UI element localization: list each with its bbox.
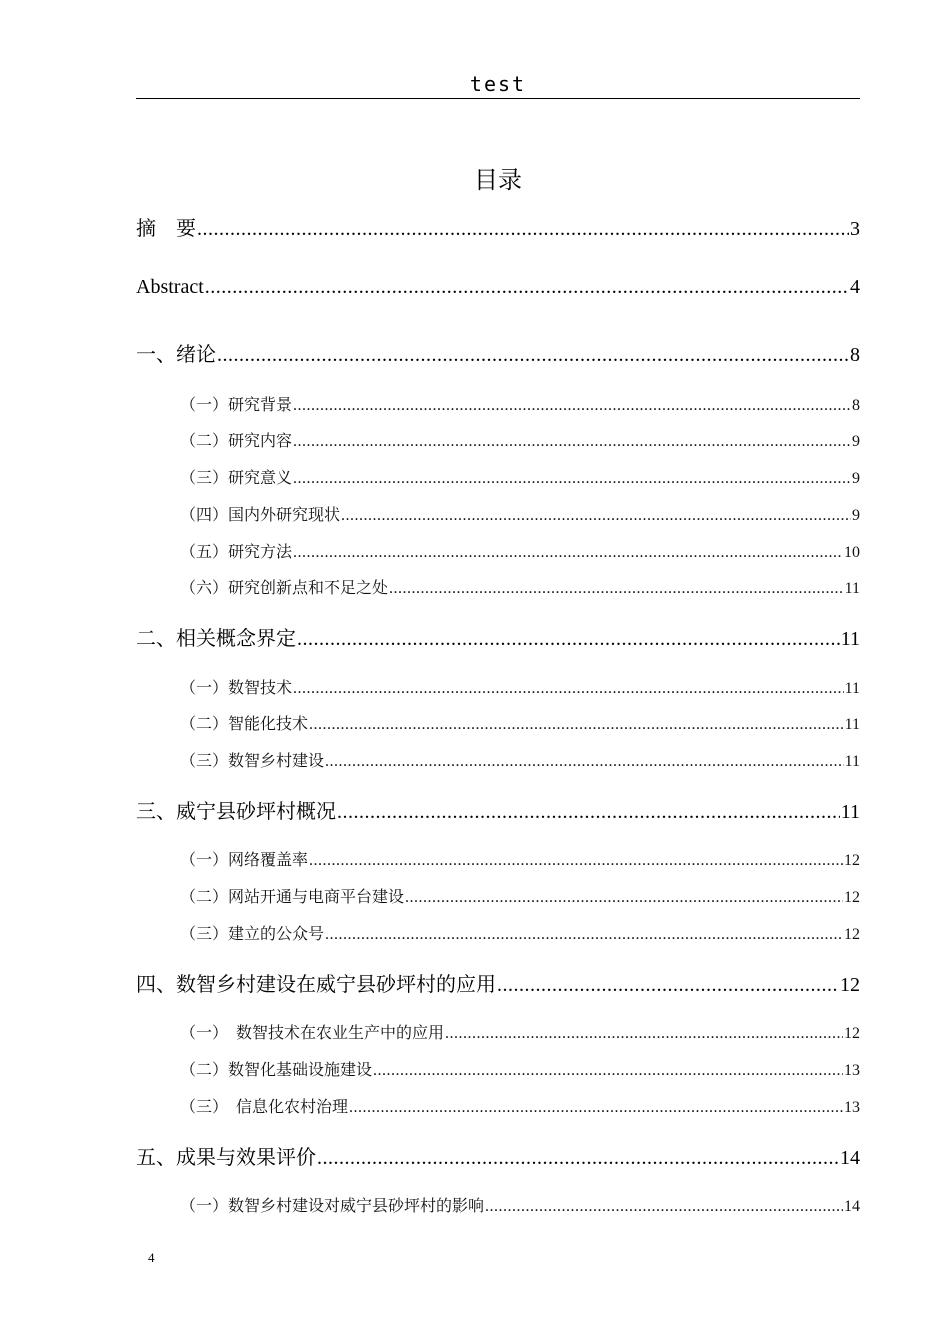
toc-entry[interactable] [180, 884, 860, 907]
toc-entry-label: （二）研究内容 [180, 431, 293, 450]
toc-leader-dots [293, 397, 851, 415]
toc-leader-dots [373, 1062, 843, 1080]
toc-entry-label: （二）网站开通与电商平台建设 [180, 887, 405, 906]
toc-leader-dots [349, 1099, 843, 1117]
toc-entry-label: （六）研究创新点和不足之处 [180, 578, 389, 597]
toc-entry-label: （三）建立的公众号 [180, 924, 325, 943]
toc-entry-page: 13 [844, 1062, 860, 1079]
toc-entry-page: 13 [844, 1099, 860, 1116]
toc-entry-label: （一）网络覆盖率 [180, 850, 309, 869]
toc-leader-dots [405, 889, 843, 907]
toc-entry-label: （二）智能化技术 [180, 714, 309, 733]
toc-leader-dots [497, 974, 839, 997]
toc-entry-label: 五、成果与效果评价 [136, 1145, 316, 1169]
toc-leader-dots [293, 544, 843, 562]
toc-entry-page: 9 [852, 507, 860, 524]
toc-leader-dots [293, 680, 844, 698]
toc-leader-dots [389, 580, 844, 598]
toc-entry[interactable] [180, 921, 860, 944]
toc-entry-label: （一）研究背景 [180, 395, 293, 414]
toc-entry-page: 10 [844, 544, 860, 561]
toc-entry-label: （一） 数智技术在农业生产中的应用 [180, 1023, 445, 1042]
toc-entry-label: 三、威宁县砂坪村概况 [136, 799, 336, 823]
toc-entry-label: 摘 要 [136, 216, 196, 240]
toc-entry-page: 4 [850, 276, 860, 298]
toc-entry-page: 12 [844, 1025, 860, 1042]
toc-leader-dots [309, 852, 843, 870]
toc-entry-page: 9 [852, 433, 860, 450]
toc-entry[interactable] [136, 795, 860, 824]
toc-entry-label: （四）国内外研究现状 [180, 505, 341, 524]
toc-entry[interactable] [180, 428, 860, 451]
toc-entry[interactable] [180, 465, 860, 488]
toc-entry[interactable] [180, 539, 860, 562]
toc-leader-dots [325, 926, 843, 944]
toc-leader-dots [293, 433, 851, 451]
header-text: test [469, 72, 527, 96]
toc-entry-page: 11 [840, 801, 860, 823]
toc-leader-dots [297, 628, 840, 651]
footer-page-number: 4 [148, 1250, 155, 1265]
toc-leader-dots [205, 276, 849, 299]
toc-entry-label: （三）数智乡村建设 [180, 751, 325, 770]
toc-entry-label: （一）数智乡村建设对威宁县砂坪村的影响 [180, 1196, 485, 1215]
toc-leader-dots [485, 1198, 843, 1216]
toc-leader-dots [197, 218, 849, 241]
toc-entry-label: （三） 信息化农村治理 [180, 1097, 349, 1116]
toc-entry[interactable] [180, 392, 860, 415]
toc-entry-label: （二）数智化基础设施建设 [180, 1060, 373, 1079]
toc-entry[interactable] [180, 575, 860, 598]
toc-entry-page: 3 [850, 218, 860, 240]
header-rule [136, 98, 860, 99]
toc-entry-label: 四、数智乡村建设在威宁县砂坪村的应用 [136, 972, 496, 996]
toc-entry[interactable] [180, 502, 860, 525]
toc-entry[interactable] [180, 1057, 860, 1080]
toc-entry-page: 11 [844, 580, 860, 597]
toc-entry[interactable] [180, 1193, 860, 1216]
toc-entry[interactable] [180, 1094, 860, 1117]
toc-title: 目录 [474, 166, 522, 194]
toc-entry-label: （五）研究方法 [180, 542, 293, 561]
toc-entry-label: （三）研究意义 [180, 468, 293, 487]
toc-leader-dots [309, 716, 844, 734]
toc-entry[interactable] [136, 338, 860, 367]
toc-leader-dots [341, 507, 851, 525]
toc-entry[interactable] [136, 1141, 860, 1170]
toc-entry[interactable] [136, 968, 860, 997]
toc-entry[interactable] [180, 748, 860, 771]
toc-entry-page: 11 [844, 680, 860, 697]
toc-entry[interactable] [180, 675, 860, 698]
toc-entry[interactable] [136, 276, 860, 299]
toc-leader-dots [325, 753, 844, 771]
toc-entry-page: 14 [840, 1147, 860, 1169]
toc-leader-dots [317, 1147, 839, 1170]
toc-entry-page: 12 [840, 974, 860, 996]
toc-entry[interactable] [180, 1020, 860, 1043]
toc-entry[interactable] [180, 711, 860, 734]
toc-leader-dots [445, 1025, 843, 1043]
toc-entry-label: Abstract [136, 276, 204, 298]
toc-entry-page: 9 [852, 470, 860, 487]
toc-leader-dots [217, 344, 849, 367]
toc-entry-page: 12 [844, 852, 860, 869]
toc-entry-page: 11 [844, 716, 860, 733]
toc-leader-dots [293, 470, 851, 488]
toc-entry-label: （一）数智技术 [180, 678, 293, 697]
toc-entry-page: 14 [844, 1198, 860, 1215]
toc-entry-label: 一、绪论 [136, 342, 216, 366]
toc-entry-page: 8 [850, 344, 860, 366]
toc-entry-page: 11 [844, 753, 860, 770]
toc-entry[interactable] [136, 622, 860, 651]
toc-entry-page: 12 [844, 889, 860, 906]
toc-leader-dots [337, 801, 840, 824]
toc-entry-label: 二、相关概念界定 [136, 626, 296, 650]
toc-entry-page: 8 [852, 397, 860, 414]
toc-entry[interactable] [136, 212, 860, 241]
toc-entry[interactable] [180, 847, 860, 870]
toc-entry-page: 11 [840, 628, 860, 650]
toc-entry-page: 12 [844, 926, 860, 943]
